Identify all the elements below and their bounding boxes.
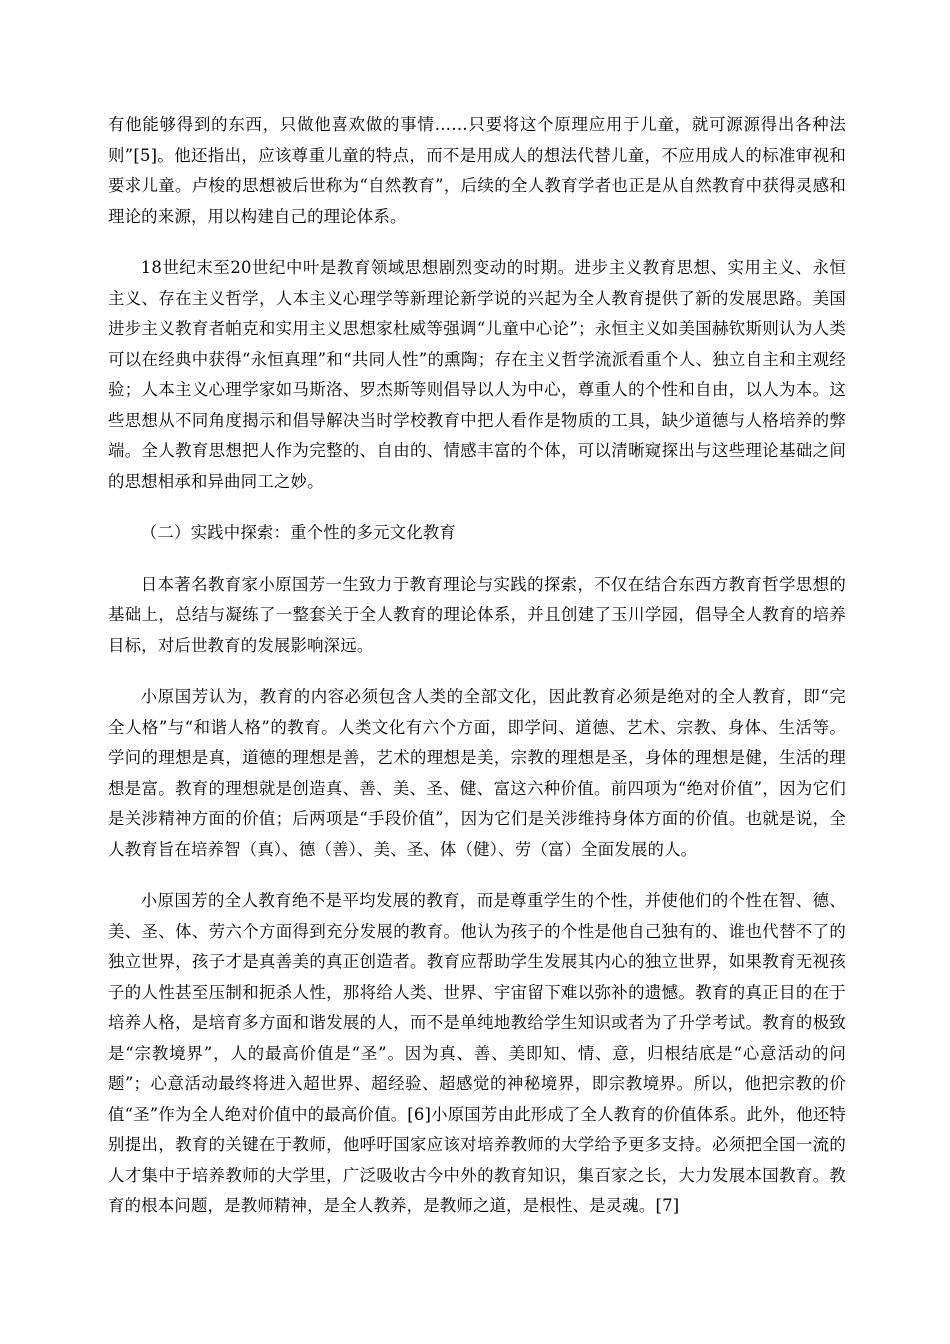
document-page: [108, 110, 846, 1243]
paragraph-individuality-education: 小原国芳的全人教育绝不是平均发展的教育，而是尊重学生的个性，并使他们的个性在智、德、美、圣、体、劳六个方面得到充分发展的教育。他认为孩子的个性是他自己独有的、谁也代替不了的独立世界，孩子才是真善美的真正创造者。教育应帮助学生发展其内心的独立世界，如果教育无视孩子的人性甚至压制和扼杀人性，那将给人类、世界、宇宙留下难以弥补的遗憾。教育的真正目的在于培养人格，是培育多方面和谐发展的人，而不是单纯地教给学生知识或者为了升学考试。教育的极致是“宗教境界”，人的最高价值是“圣”。因为真、善、美即知、情、意，归根结底是“心意活动的问题”；心意活动最终将进入超世界、超经验、超感觉的神秘境界，即宗教境界。所以，他把宗教的价值“圣”作为全人绝对价值中的最高价值。[6]小原国芳由此形成了全人教育的价值体系。此外，他还特别提出，教育的关键在于教师，他呼吁国家应该对培养教师的大学给予更多支持。必须把全国一流的人才集中于培养教师的大学里，广泛吸收古今中外的教育知识，集百家之长，大力发展本国教育。教育的根本问题，是教师精神，是全人教养，是教师之道，是根性、是灵魂。[7]: [108, 891, 846, 1215]
paragraph-obara-kuniyoshi-intro: 日本著名教育家小原国芳一生致力于教育理论与实践的探索，不仅在结合东西方教育哲学思想的基础上，总结与凝练了一整套关于全人教育的理论体系，并且创建了玉川学园，倡导全人教育的培养目标，对后世教育的发展影响深远。: [108, 574, 846, 655]
paragraph-rousseau-continuation: 有他能够得到的东西，只做他喜欢做的事情……只要将这个原理应用于儿童，就可源源得出各种法则”[5]。他还指出，应该尊重儿童的特点，而不是用成人的想法代替儿童，不应用成人的标准审视和要求儿童。卢梭的思想被后世称为“自然教育”，后续的全人教育学者也正是从自然教育中获得灵感和理论的来源，用以构建自己的理论体系。: [108, 115, 846, 226]
paragraph-18th-20th-century-thought: 18世纪末至20世纪中叶是教育领域思想剧烈变动的时期。进步主义教育思想、实用主义、永恒主义、存在主义哲学，人本主义心理学等新理论新学说的兴起为全人教育提供了新的发展思路。美国进步主义教育者帕克和实用主义思想家杜威等强调“儿童中心论”；永恒主义如美国赫钦斯则认为人类可以在经典中获得“永恒真理”和“共同人性”的熏陶；存在主义哲学流派看重个人、独立自主和主观经验；人本主义心理学家如马斯洛、罗杰斯等则倡导以人为中心，尊重人的个性和自由，以人为本。这些思想从不同角度揭示和倡导解决当时学校教育中把人看作是物质的工具，缺少道德与人格培养的弊端。全人教育思想把人作为完整的、自由的、情感丰富的个体，可以清晰窥探出与这些理论基础之间的思想相承和异曲同工之妙。: [108, 258, 846, 491]
section-heading-practice: （二）实践中探索：重个性的多元文化教育: [140, 523, 457, 542]
paragraph-six-values: 小原国芳认为，教育的内容必须包含人类的全部文化，因此教育必须是绝对的全人教育，即“完全人格”与“和谐人格”的教育。人类文化有六个方面，即学问、道德、艺术、宗教、身体、生活等。学问的理想是真，道德的理想是善，艺术的理想是美，宗教的理想是圣，身体的理想是健，生活的理想是富。教育的理想就是创造真、善、美、圣、健、富这六种价值。前四项为“绝对价值”，因为它们是关涉精神方面的价值；后两项是“手段价值”，因为它们是关涉维持身体方面的价值。也就是说，全人教育旨在培养智（真）、德（善）、美、圣、体（健）、劳（富）全面发展的人。: [108, 687, 846, 859]
